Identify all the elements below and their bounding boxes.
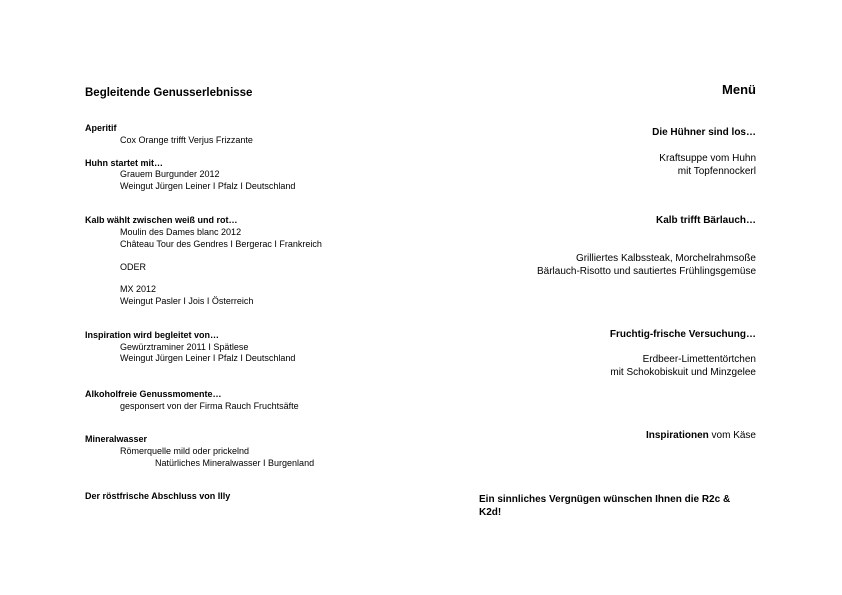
kalb-oder: ODER bbox=[120, 262, 147, 272]
aperitif-heading: Aperitif bbox=[85, 123, 117, 133]
course1-line-1: Kraftsuppe vom Huhn bbox=[659, 153, 756, 164]
course3-heading: Fruchtig-frische Versuchung… bbox=[609, 329, 756, 340]
inspiration-heading: Inspiration wird begleitet von… bbox=[85, 330, 220, 340]
aperitif-line: Cox Orange trifft Verjus Frizzante bbox=[120, 135, 253, 145]
course4-heading bbox=[646, 430, 756, 442]
alkoholfrei-line: gesponsert von der Firma Rauch Fruchtsäfte bbox=[120, 401, 299, 411]
course3-line-1: Erdbeer-Limettentörtchen bbox=[642, 354, 756, 365]
course2-line-2: Bärlauch-Risotto und sautiertes Frühlingsgemüse bbox=[537, 266, 756, 277]
inspiration-line-2: Weingut Jürgen Leiner I Pfalz I Deutschland bbox=[120, 353, 296, 363]
course2-heading: Kalb trifft Bärlauch… bbox=[655, 215, 756, 226]
kalb-heading: Kalb wählt zwischen weiß und rot… bbox=[85, 215, 238, 225]
alkoholfrei-heading: Alkoholfreie Genussmomente… bbox=[85, 389, 222, 399]
mineral-line-1: Römerquelle mild oder prickelnd bbox=[120, 446, 250, 456]
kalb-wine-2: MX 2012 bbox=[120, 284, 157, 294]
inspiration-line-1: Gewürztraminer 2011 I Spätlese bbox=[120, 342, 249, 352]
menu-title: Menü bbox=[722, 82, 756, 97]
course3-line-2: mit Schokobiskuit und Minzgelee bbox=[610, 367, 756, 378]
kalb-winery-1: Château Tour des Gendres I Bergerac I Frankreich bbox=[120, 239, 322, 249]
kalb-wine-1: Moulin des Dames blanc 2012 bbox=[120, 227, 242, 237]
course1-line-2: mit Topfennockerl bbox=[677, 166, 756, 177]
mineral-line-2: Natürliches Mineralwasser I Burgenland bbox=[155, 458, 315, 468]
closing-line-1: Ein sinnliches Vergnügen wünschen Ihnen die R2c & bbox=[479, 494, 731, 505]
course4-heading-rest: vom Käse bbox=[708, 430, 756, 441]
kalb-winery-2: Weingut Pasler I Jois I Österreich bbox=[120, 296, 254, 306]
huhn-line-1: Grauem Burgunder 2012 bbox=[120, 169, 220, 179]
huhn-heading: Huhn startet mit… bbox=[85, 158, 164, 168]
course1-heading: Die Hühner sind los… bbox=[652, 127, 756, 138]
closing-line-2: K2d! bbox=[479, 507, 502, 518]
left-title: Begleitende Genusserlebnisse bbox=[85, 87, 253, 99]
mineral-heading: Mineralwasser bbox=[85, 434, 148, 444]
abschluss-heading: Der röstfrische Abschluss von Illy bbox=[85, 491, 231, 501]
course2-line-1: Grilliertes Kalbssteak, Morchelrahmsoße bbox=[575, 253, 756, 264]
course4-heading-bold: Inspirationen bbox=[645, 430, 709, 441]
huhn-line-2: Weingut Jürgen Leiner I Pfalz I Deutschland bbox=[120, 181, 296, 191]
